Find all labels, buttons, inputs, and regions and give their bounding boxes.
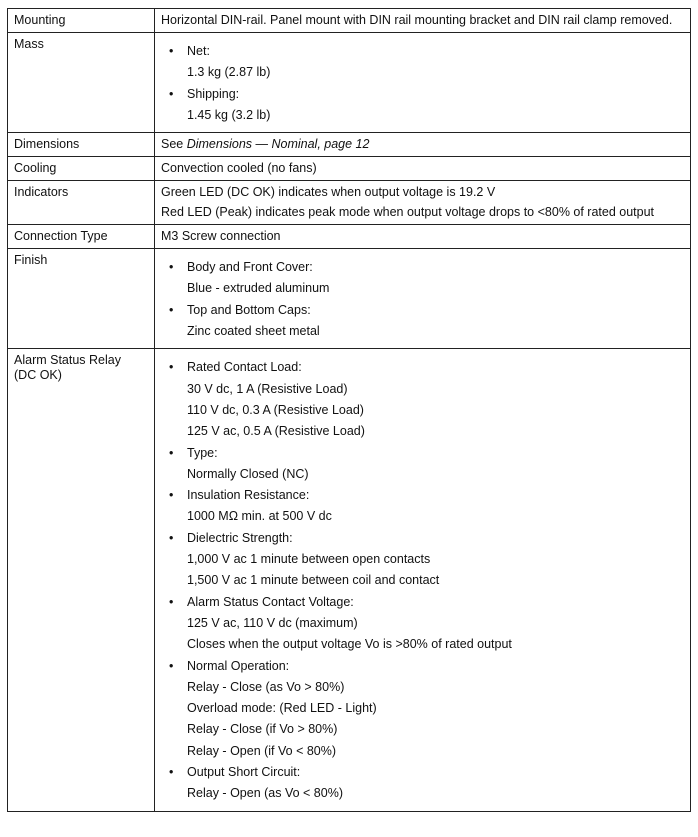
bullet-detail: Relay - Close (as Vo > 80%) (187, 679, 345, 694)
list-item (161, 357, 684, 442)
bullet-detail: Zinc coated sheet metal (187, 324, 320, 339)
bullet-detail: Overload mode: (Red LED - Light) (187, 701, 377, 716)
spec-row-mass (8, 33, 691, 133)
spec-value (155, 249, 691, 349)
spec-label: Finish (8, 249, 155, 349)
spec-label: Dimensions (8, 133, 155, 157)
spec-row-dimensions (8, 133, 691, 157)
bullet-heading: • Net: (161, 41, 684, 62)
bullet-heading: • Body and Front Cover: (161, 257, 684, 278)
bullet-detail: Relay - Open (if Vo < 80%) (187, 743, 337, 758)
spec-value (155, 33, 691, 133)
bullet-heading: • Output Short Circuit: (161, 762, 684, 783)
cross-reference-link: Dimensions — Nominal, page 12 (186, 137, 370, 152)
bullet-heading: • Rated Contact Load: (161, 357, 684, 378)
spec-label: Connection Type (8, 225, 155, 249)
bullet-heading: • Alarm Status Contact Voltage: (161, 592, 684, 613)
bullet-list (161, 41, 684, 126)
bullet-detail: 1,500 V ac 1 minute between coil and contact (187, 573, 440, 588)
bullet-detail: 1,000 V ac 1 minute between open contacts (187, 552, 431, 567)
bullet-detail: 1.3 kg (2.87 lb) (187, 65, 271, 80)
bullet-heading: • Top and Bottom Caps: (161, 300, 684, 321)
list-item (161, 485, 684, 528)
bullet-detail: Normally Closed (NC) (187, 466, 309, 481)
spec-row-connection-type (8, 225, 691, 249)
spec-label: Indicators (8, 181, 155, 225)
list-item (161, 300, 684, 343)
spec-value: Convection cooled (no fans) (155, 157, 691, 181)
list-item (161, 84, 684, 127)
spec-label: Cooling (8, 157, 155, 181)
bullet-detail: 125 V ac, 110 V dc (maximum) (187, 615, 358, 630)
list-item (161, 41, 684, 84)
spec-label: Mounting (8, 9, 155, 33)
bullet-detail: 110 V dc, 0.3 A (Resistive Load) (187, 402, 364, 417)
spec-row-alarm-status-relay (8, 349, 691, 811)
spec-value: M3 Screw connection (155, 225, 691, 249)
spec-row-finish (8, 249, 691, 349)
bullet-detail: 125 V ac, 0.5 A (Resistive Load) (187, 424, 365, 439)
bullet-detail: Relay - Open (as Vo < 80%) (187, 786, 343, 801)
spec-label: Alarm Status Relay (DC OK) (8, 349, 155, 811)
spec-row-cooling (8, 157, 691, 181)
bullet-detail: Relay - Close (if Vo > 80%) (187, 722, 338, 737)
bullet-heading: • Insulation Resistance: (161, 485, 684, 506)
bullet-heading: • Shipping: (161, 84, 684, 105)
bullet-list (161, 257, 684, 342)
bullet-detail: 30 V dc, 1 A (Resistive Load) (187, 381, 348, 396)
specifications-table (7, 8, 691, 812)
spec-value (155, 349, 691, 811)
spec-row-mounting (8, 9, 691, 33)
list-item (161, 592, 684, 656)
bullet-detail: Closes when the output voltage Vo is >80% of rated output (187, 637, 512, 652)
bullet-detail: 1000 MΩ min. at 500 V dc (187, 509, 332, 524)
reference-prefix: See (161, 137, 187, 152)
spec-value (155, 181, 691, 225)
bullet-detail: Blue - extruded aluminum (187, 281, 330, 296)
list-item (161, 762, 684, 805)
list-item (161, 528, 684, 592)
list-item (161, 443, 684, 486)
spec-value: Horizontal DIN-rail. Panel mount with DIN rail mounting bracket and DIN rail clamp removed. (155, 9, 691, 33)
bullet-heading: • Dielectric Strength: (161, 528, 684, 549)
bullet-heading: • Type: (161, 443, 684, 464)
spec-row-indicators (8, 181, 691, 225)
bullet-detail: 1.45 kg (3.2 lb) (187, 107, 271, 122)
indicator-description: Red LED (Peak) indicates peak mode when output voltage drops to <80% of rated output (161, 205, 655, 220)
indicator-description: Green LED (DC OK) indicates when output voltage is 19.2 V (161, 185, 496, 200)
bullet-heading: • Normal Operation: (161, 656, 684, 677)
spec-label: Mass (8, 33, 155, 133)
bullet-list (161, 357, 684, 804)
list-item (161, 257, 684, 300)
list-item (161, 656, 684, 762)
spec-value (155, 133, 691, 157)
